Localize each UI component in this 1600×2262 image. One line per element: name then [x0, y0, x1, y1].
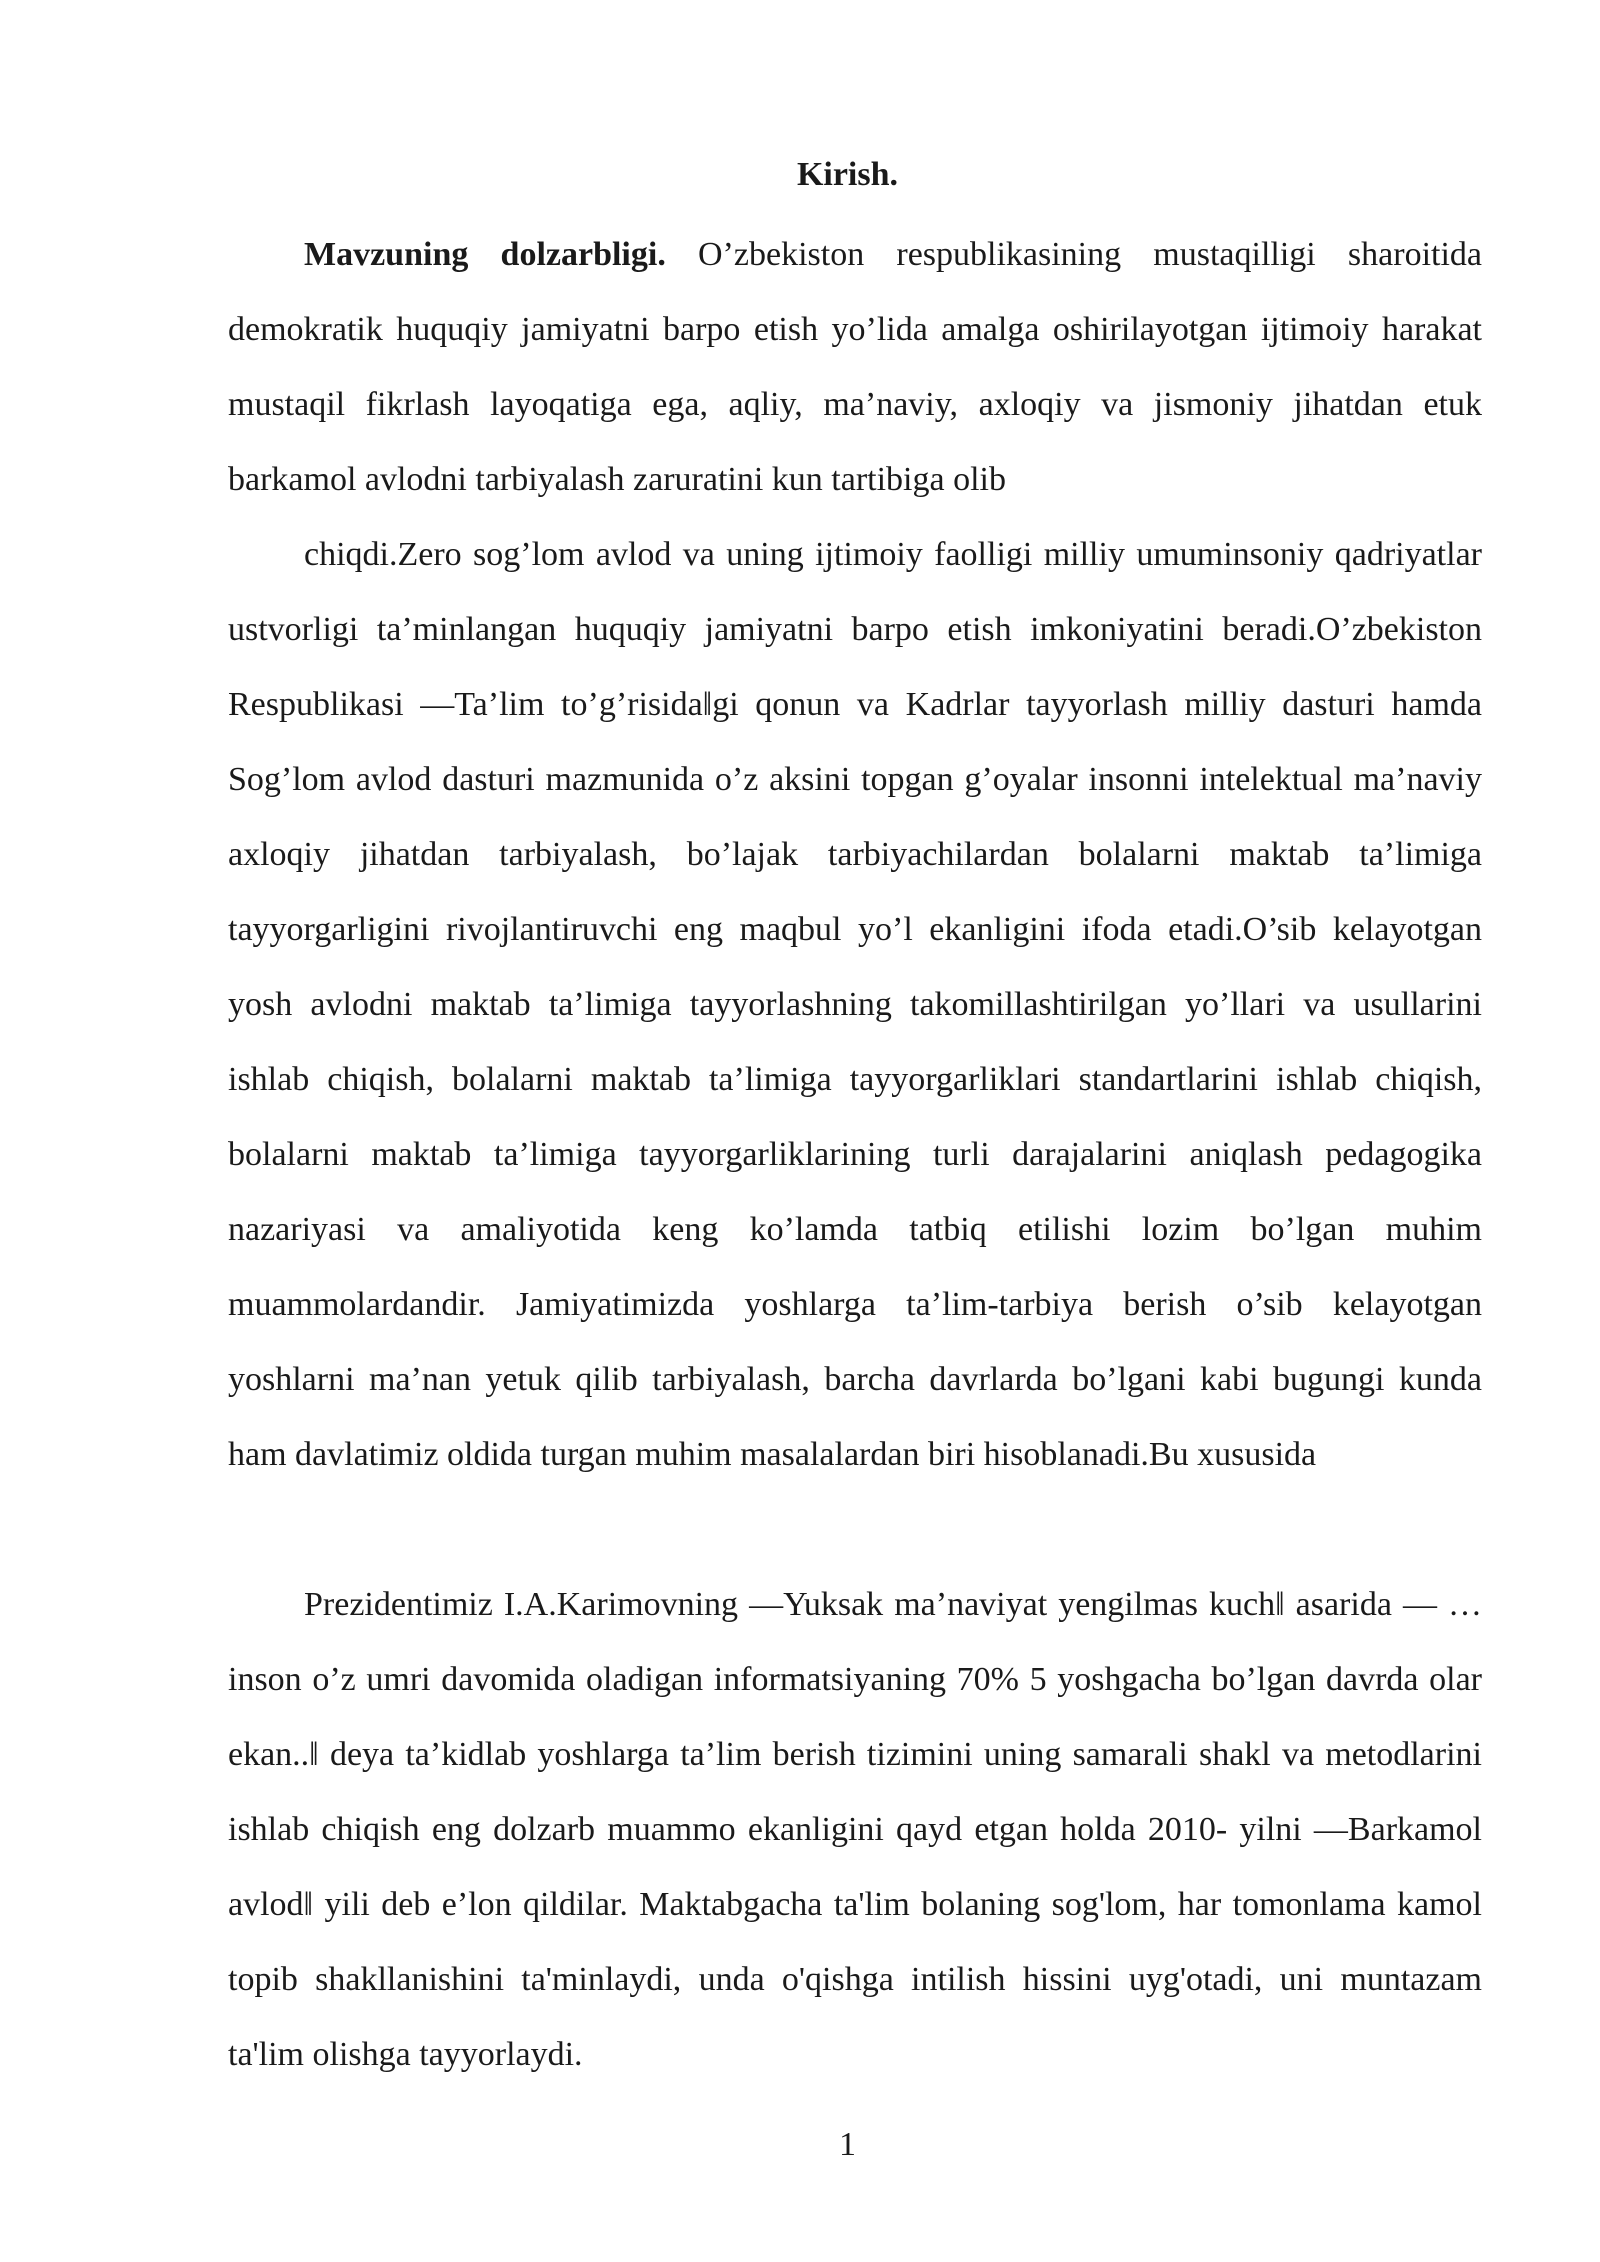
paragraph-3: Prezidentimiz I.A.Karimovning ―Yuksak ma’naviyat yengilmas kuch‖ asarida ― …inson o’z umri davomida oladigan informatsiyaning 70% 5 yoshgacha bo’lgan davrda olar ekan..‖ deya ta’kidlab yoshlarga ta’lim berish tizimini uning samarali shakl va metodlarini ishlab chiqish eng dolzarb muammo ekanligini qayd etgan holda 2010- yilni ―Barkamol avlod‖ yili deb e’lon qildilar. Maktabgacha ta'lim bolaning sog'lom, har tomonlama kamol topib shakllanishini ta'minlaydi, unda o'qishga intilish hissini uyg'otadi, uni muntazam ta'lim olishga tayyorlaydi.	[228, 1586, 1482, 2073]
paragraph-2-block	[228, 517, 1482, 1492]
paragraph-1	[228, 217, 1482, 517]
paragraph-3-block	[228, 1567, 1482, 2092]
page-title: Kirish.	[796, 156, 899, 193]
paragraph-2: chiqdi.Zero sog’lom avlod va uning ijtimoiy faolligi milliy umuminsoniy qadriyatlar ustvorligi ta’minlangan huquqiy jamiyatni barpo etish imkoniyatini beradi.O’zbekiston Respublikasi ―Ta’lim to’g’risida‖gi qonun va Kadrlar tayyorlash milliy dasturi hamda Sog’lom avlod dasturi mazmunida o’z aksini topgan g’oyalar insonni intelektual ma’naviy axloqiy jihatdan tarbiyalash, bo’lajak tarbiyachilardan bolalarni maktab ta’limiga tayyorgarligini rivojlantiruvchi eng maqbul yo’l ekanligini ifoda etadi.O’sib kelayotgan yosh avlodni maktab ta’limiga tayyorlashning takomillashtirilgan yo’llari va usullarini ishlab chiqish, bolalarni maktab ta’limiga tayyorgarliklari standartlarini ishlab chiqish, bolalarni maktab ta’limiga tayyorgarliklarining turli darajalarini aniqlash pedagogika nazariyasi va amaliyotida keng ko’lamda tatbiq etilishi lozim bo’lgan muhim muammolardandir. Jamiyatimizda yoshlarga ta’lim-tarbiya berish o’sib kelayotgan yoshlarni ma’nan yetuk qilib tarbiyalash, barcha davrlarda bo’lgani kabi bugungi kunda ham davlatimiz oldida turgan muhim masalalardan biri hisoblanadi.Bu xususida	[228, 536, 1482, 1473]
paragraph-1-block	[228, 217, 1482, 517]
paragraph-1-text: O’zbekiston respublikasining mustaqilligi sharoitida demokratik huquqiy jamiyatni barpo etish yo’lida amalga oshirilayotgan ijtimoiy harakat mustaqil fikrlash layoqatiga ega, aqliy, ma’naviy, axloqiy va jismoniy jihatdan etuk barkamol avlodni tarbiyalash zaruratini kun tartibiga olib	[228, 236, 1482, 498]
paragraph-1-lead: Mavzuning dolzarbligi.	[304, 236, 666, 273]
page-number: 1	[839, 2126, 856, 2163]
